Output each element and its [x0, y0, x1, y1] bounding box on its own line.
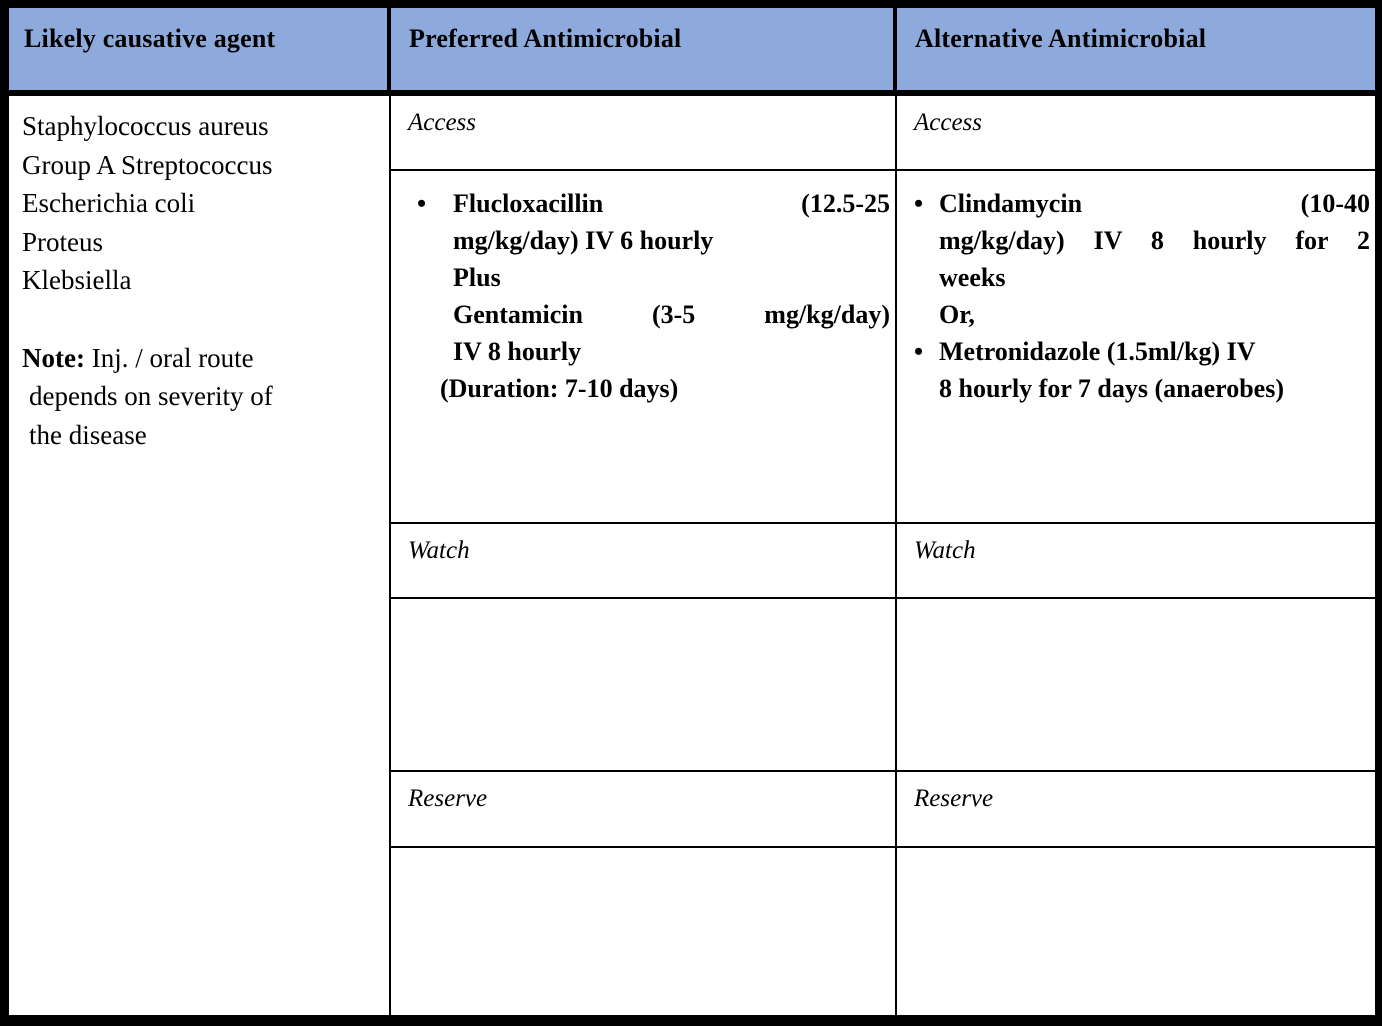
organism-name: Staphylococcus aureus — [22, 111, 269, 141]
alternative-reserve-tier-cell — [897, 772, 1375, 848]
access-label: Access — [408, 109, 477, 136]
organism-name: Proteus — [22, 226, 103, 257]
note-line: Note: Inj. / oral route — [22, 342, 254, 373]
reserve-label: Reserve — [914, 785, 994, 812]
note-block — [22, 339, 381, 455]
header-alternative-antimicrobial-label: Alternative Antimicrobial — [915, 24, 1207, 53]
drug-text — [939, 185, 1370, 333]
drug-text-line: mg/kg/day) IV 6 hourly — [453, 226, 714, 255]
organism-list — [22, 107, 381, 300]
bullet-icon: • — [914, 189, 924, 218]
note-line: depends on severity of — [29, 381, 273, 411]
preferred-access-tier-cell — [391, 96, 897, 171]
drug-text-line: Gentamicin (3-5 mg/kg/day) — [453, 300, 890, 329]
drug-bullet-item — [391, 185, 890, 407]
drug-text — [440, 185, 890, 407]
drug-text-line: Plus — [453, 263, 501, 292]
drug-text-line: Or, — [939, 300, 975, 329]
drug-text-line: IV 8 hourly — [453, 337, 582, 366]
drug-bullet-item — [897, 333, 1370, 407]
drug-text-line: Flucloxacillin (12.5-25 — [453, 189, 890, 218]
preferred-reserve-tier-cell — [391, 772, 897, 848]
alternative-watch-drugs-cell — [897, 599, 1375, 772]
preferred-watch-drugs-cell — [391, 599, 897, 772]
alternative-reserve-drugs-cell — [897, 848, 1375, 1015]
note-line: the disease — [29, 419, 147, 450]
header-likely-causative-agent — [9, 8, 391, 96]
drug-text — [939, 333, 1370, 407]
alternative-access-drugs-cell — [897, 171, 1375, 524]
alternative-access-tier-cell — [897, 96, 1375, 171]
drug-text-line: weeks — [939, 263, 1006, 292]
access-label: Access — [914, 109, 983, 136]
bullet-icon: • — [914, 337, 924, 366]
drug-bullet-item — [897, 185, 1370, 333]
alternative-watch-tier-cell — [897, 524, 1375, 599]
bullet-icon: • — [417, 189, 427, 218]
causative-agent-cell — [9, 96, 391, 1015]
drug-text-line: (Duration: 7-10 days) — [440, 374, 679, 403]
header-preferred-antimicrobial-label: Preferred Antimicrobial — [409, 24, 682, 53]
organism-name: Escherichia coli — [22, 188, 196, 218]
note-label: Note: — [22, 342, 85, 373]
drug-text-line: Metronidazole (1.5ml/kg) IV — [939, 337, 1256, 366]
drug-text-line: 8 hourly for 7 days (anaerobes) — [939, 374, 1284, 403]
organism-name: Klebsiella — [22, 265, 132, 295]
drug-text-line: mg/kg/day) IV 8 hourly for 2 — [939, 226, 1370, 255]
preferred-access-drugs-cell — [391, 171, 897, 524]
reserve-label: Reserve — [408, 785, 488, 812]
drug-text-line: Clindamycin (10-40 — [939, 189, 1370, 218]
watch-label: Watch — [914, 537, 976, 564]
watch-label: Watch — [408, 537, 470, 564]
organism-name: Group A Streptococcus — [22, 149, 273, 180]
header-preferred-antimicrobial — [391, 8, 897, 96]
preferred-reserve-drugs-cell — [391, 848, 897, 1015]
header-alternative-antimicrobial — [897, 8, 1375, 96]
header-likely-causative-agent-label: Likely causative agent — [24, 24, 276, 53]
preferred-watch-tier-cell — [391, 524, 897, 599]
